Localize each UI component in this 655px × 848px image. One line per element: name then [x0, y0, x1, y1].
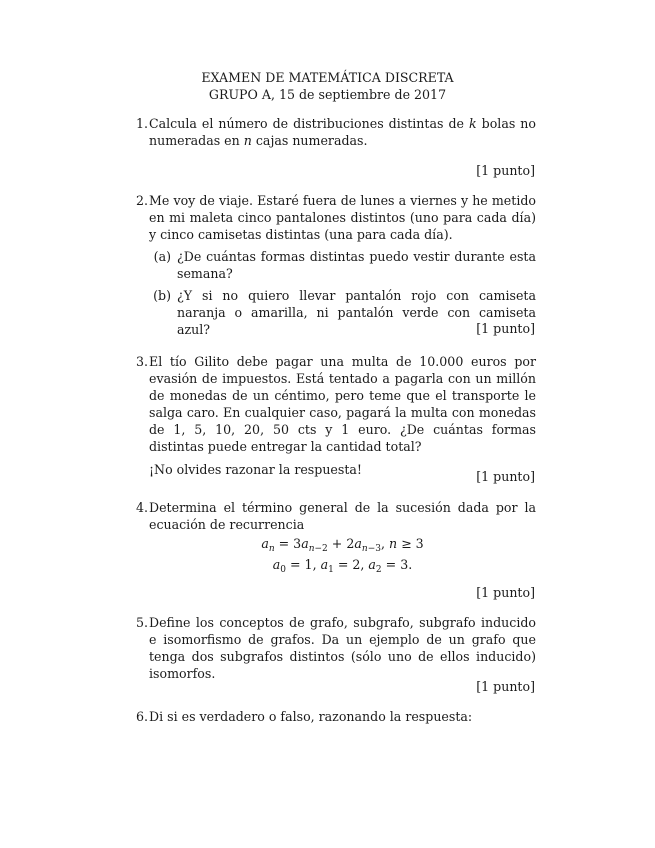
points-label: [1 punto] — [476, 679, 535, 694]
question-1 — [134, 115, 536, 149]
question-text: Di si es verdadero o falso, razonando la respuesta: — [149, 709, 473, 724]
exam-title: EXAMEN DE MATEMÁTICA DISCRETA — [201, 70, 454, 85]
sub-text: ¿Y si no quiero llevar pantalón rojo con camiseta naranja o amarilla, ni pantalón verde con camiseta azul? — [177, 288, 536, 337]
sub-label: (b) — [153, 288, 171, 303]
points-label: [1 punto] — [476, 469, 535, 484]
question-2 — [134, 192, 536, 338]
question-number: 1. — [135, 116, 148, 131]
question-text: Define los conceptos de grafo, subgrafo, subgrafo inducido e isomorfismo de grafos. Da un ejemplo de un grafo que tenga dos subgrafos distintos (sólo uno de ellos inducido) isomorfos. — [149, 615, 536, 681]
question-5 — [134, 614, 536, 682]
question-4 — [134, 499, 536, 575]
points-label: [1 punto] — [476, 321, 535, 336]
question-text: Me voy de viaje. Estaré fuera de lunes a viernes y he metido en mi maleta cinco pantalones distintos (uno para cada día) y cinco camisetas distintas (una para cada día). (a) ¿De cuántas formas distintas puedo vestir durante esta semana? (b) ¿Y si no quiero llevar pantalón rojo con camiseta naranja o amarilla, ni pantalón verde con camiseta azul? — [149, 193, 536, 337]
question-number: 5. — [135, 615, 148, 630]
sub-text: ¿De cuántas formas distintas puedo vestir durante esta semana? — [177, 249, 536, 281]
question-6 — [134, 708, 536, 725]
initial-conditions: $a_0 = 1$, $a_1 = 2$, $a_2 = 3$. — [272, 557, 413, 575]
question-number: 6. — [135, 709, 148, 724]
question-text: Calcula el número de distribuciones distintas de k bolas no numeradas en n cajas numeradas. — [149, 116, 537, 148]
question-note: ¡No olvides razonar la respuesta! — [149, 462, 362, 477]
variable-k: k — [469, 116, 477, 131]
question-number: 2. — [135, 193, 148, 208]
exam-subtitle: GRUPO A, 15 de septiembre de 2017 — [208, 87, 447, 102]
question-3 — [134, 353, 536, 478]
exam-header — [0, 69, 655, 103]
sub-label: (a) — [153, 249, 171, 264]
question-number: 4. — [135, 500, 148, 515]
question-text: El tío Gilito debe pagar una multa de 10.000 euros por evasión de impuestos. Está tentado a pagarla con un millón de monedas de un céntimo, pero teme que el transporte le salga caro. En cualquier caso, pagará la multa con monedas de 1, 5, 10, 20, 50 cts y 1 euro. ¿De cuántas formas distintas puede entregar la cantidad total? ¡No olvides razonar la respuesta! — [149, 354, 536, 477]
question-text: Determina el término general de la sucesión dada por la ecuación de recurrencia $a_n = 3a_{n-2} + 2a_{n-3}$, n ≥ 3 $a_0 = 1$, $a_1 = 2$, $a_2 = 3$. — [149, 500, 536, 575]
points-label: [1 punto] — [476, 585, 535, 600]
sub-question-a — [149, 248, 536, 282]
points-label: [1 punto] — [476, 163, 535, 178]
recurrence-equation: $a_n = 3a_{n-2} + 2a_{n-3}$, n ≥ 3 — [261, 536, 424, 554]
variable-n: n — [243, 133, 252, 148]
question-number: 3. — [135, 354, 148, 369]
